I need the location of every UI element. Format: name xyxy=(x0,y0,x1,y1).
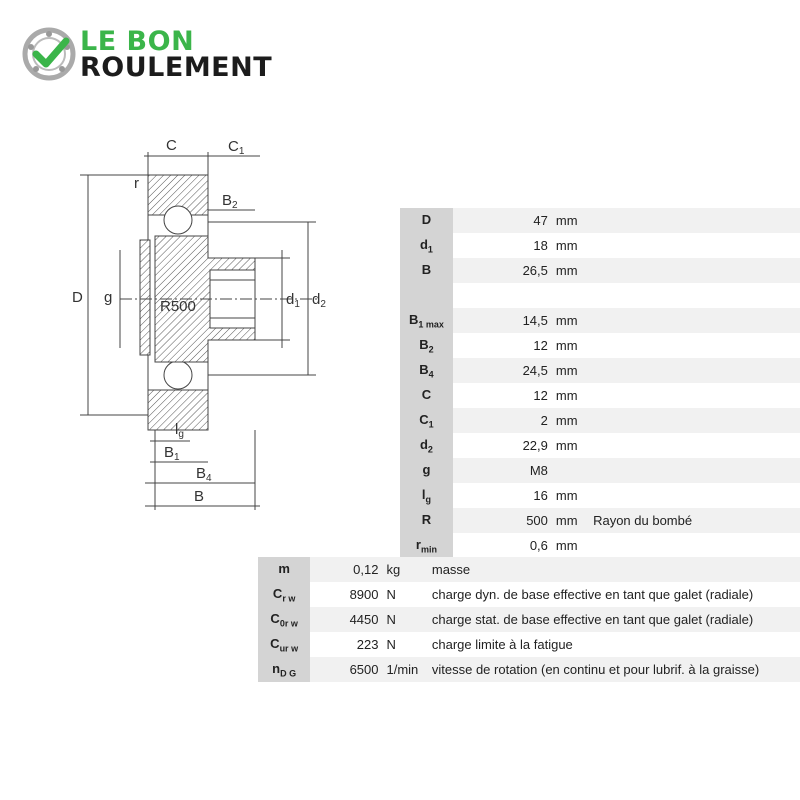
row-key xyxy=(400,283,453,308)
table-row xyxy=(400,208,800,233)
row-description: Rayon du bombé xyxy=(589,508,800,533)
row-description xyxy=(589,358,800,383)
row-key xyxy=(400,508,453,533)
dim-label-B: B xyxy=(194,488,205,505)
dim-label-D: D xyxy=(72,289,83,306)
row-unit: mm xyxy=(552,333,589,358)
row-value: 22,9 xyxy=(453,433,552,458)
row-key xyxy=(400,433,453,458)
row-unit: mm xyxy=(552,508,589,533)
row-unit: mm xyxy=(552,408,589,433)
row-description: charge limite à la fatigue xyxy=(428,632,800,657)
row-key xyxy=(400,533,453,558)
row-unit: N xyxy=(382,632,427,657)
row-description xyxy=(589,383,800,408)
dim-label-B2: $B_2$ xyxy=(222,192,238,211)
row-key-symbol: r xyxy=(415,536,421,552)
row-value: 500 xyxy=(453,508,552,533)
row-key xyxy=(400,333,453,358)
table-row xyxy=(400,533,800,558)
dim-label-g: g xyxy=(104,289,113,306)
row-description: charge stat. de base effective en tant que galet (radiale) xyxy=(428,607,800,632)
row-value: 6500 xyxy=(310,657,382,682)
row-key xyxy=(400,483,453,508)
row-unit: mm xyxy=(552,358,589,383)
row-key-subscript: 2 xyxy=(428,344,434,355)
row-key-subscript: 2 xyxy=(427,444,433,455)
row-key-symbol: B xyxy=(419,336,429,352)
row-key-symbol: d xyxy=(419,236,428,252)
dim-label-lg: $l_g$ xyxy=(175,421,184,440)
row-key-subscript: 0r w xyxy=(279,618,298,629)
table-row xyxy=(258,657,800,682)
row-description xyxy=(589,233,800,258)
row-unit xyxy=(552,283,589,308)
logo-line1: LE BON xyxy=(80,26,195,57)
row-unit: kg xyxy=(382,557,427,582)
row-description xyxy=(589,533,800,558)
properties-table xyxy=(258,557,800,682)
row-key-symbol: m xyxy=(278,560,290,576)
row-value: 0,12 xyxy=(310,557,382,582)
row-unit: mm xyxy=(552,208,589,233)
row-unit: mm xyxy=(552,533,589,558)
row-key-symbol: B xyxy=(409,311,419,327)
row-description: charge dyn. de base effective en tant que galet (radiale) xyxy=(428,582,800,607)
row-value: 18 xyxy=(453,233,552,258)
row-unit: N xyxy=(382,607,427,632)
row-key-subscript: r w xyxy=(282,593,296,604)
row-description xyxy=(589,333,800,358)
row-key xyxy=(258,632,310,657)
table-row xyxy=(400,458,800,483)
row-key xyxy=(400,208,453,233)
table-row xyxy=(400,308,800,333)
table-row xyxy=(400,433,800,458)
table-row xyxy=(400,408,800,433)
row-description xyxy=(589,308,800,333)
table-row xyxy=(400,258,800,283)
row-description xyxy=(589,408,800,433)
row-unit: mm xyxy=(552,233,589,258)
row-key xyxy=(258,582,310,607)
row-key-subscript: g xyxy=(425,494,432,505)
table-row xyxy=(400,283,800,308)
row-value xyxy=(453,283,552,308)
row-description xyxy=(589,283,800,308)
row-key-subscript: 1 max xyxy=(418,319,444,330)
dimensions-table xyxy=(400,208,800,558)
row-key-subscript: 1 xyxy=(427,244,433,255)
row-key-subscript: D G xyxy=(280,668,297,679)
row-key xyxy=(400,308,453,333)
row-unit: mm xyxy=(552,258,589,283)
row-description xyxy=(589,208,800,233)
table-row xyxy=(400,333,800,358)
row-description xyxy=(589,433,800,458)
row-key xyxy=(400,383,453,408)
row-value: 24,5 xyxy=(453,358,552,383)
dim-label-r: r xyxy=(134,175,139,192)
row-unit: mm xyxy=(552,433,589,458)
row-key-symbol: l xyxy=(421,486,426,502)
row-value: 16 xyxy=(453,483,552,508)
row-key xyxy=(258,607,310,632)
row-key xyxy=(400,458,453,483)
row-value: M8 xyxy=(453,458,552,483)
row-unit: N xyxy=(382,582,427,607)
row-key-symbol: C xyxy=(272,585,283,601)
row-key-symbol: B xyxy=(421,261,432,277)
row-description xyxy=(589,483,800,508)
row-value: 12 xyxy=(453,383,552,408)
row-key-symbol: g xyxy=(422,461,431,477)
row-value: 223 xyxy=(310,632,382,657)
row-key-subscript: min xyxy=(420,544,437,555)
row-key-symbol: D xyxy=(421,211,432,227)
row-value: 26,5 xyxy=(453,258,552,283)
logo-line2: ROULEMENT xyxy=(80,52,273,83)
row-key-subscript: 4 xyxy=(428,369,434,380)
row-key xyxy=(400,233,453,258)
row-description: masse xyxy=(428,557,800,582)
table-row xyxy=(400,483,800,508)
row-key-symbol: C xyxy=(419,411,429,427)
row-key-symbol: R xyxy=(421,511,432,527)
row-value: 14,5 xyxy=(453,308,552,333)
row-unit: mm xyxy=(552,483,589,508)
logo xyxy=(22,24,302,84)
dim-label-R500: R500 xyxy=(160,298,196,315)
dim-label-B4: $B_4$ xyxy=(196,465,212,484)
row-key xyxy=(400,408,453,433)
table-row xyxy=(400,383,800,408)
table-row xyxy=(400,358,800,383)
bearing-check-icon xyxy=(22,27,76,81)
row-key-symbol: C xyxy=(270,610,280,626)
row-value: 4450 xyxy=(310,607,382,632)
dim-label-B1: $B_1$ xyxy=(164,444,180,463)
row-unit: mm xyxy=(552,383,589,408)
row-key-symbol: B xyxy=(419,361,429,377)
row-key-subscript: 1 xyxy=(428,419,434,430)
row-key-subscript: ur w xyxy=(279,643,299,654)
table-row xyxy=(400,233,800,258)
row-key xyxy=(400,358,453,383)
row-unit: 1/min xyxy=(382,657,427,682)
dim-label-C: C xyxy=(166,137,177,154)
row-value: 47 xyxy=(453,208,552,233)
row-value: 8900 xyxy=(310,582,382,607)
row-description xyxy=(589,458,800,483)
dim-label-C1: $C_1$ xyxy=(228,138,245,157)
table-row xyxy=(258,607,800,632)
table-row xyxy=(258,582,800,607)
row-key xyxy=(258,557,310,582)
row-key xyxy=(258,657,310,682)
row-key-symbol: C xyxy=(270,635,280,651)
row-key-symbol: C xyxy=(421,386,432,402)
row-description xyxy=(589,258,800,283)
row-value: 12 xyxy=(453,333,552,358)
row-key-symbol: d xyxy=(419,436,428,452)
row-description: vitesse de rotation (en continu et pour lubrif. à la graisse) xyxy=(428,657,800,682)
row-value: 2 xyxy=(453,408,552,433)
table-row xyxy=(258,632,800,657)
dim-label-d2: $d_2$ xyxy=(312,291,326,310)
table-row xyxy=(258,557,800,582)
row-unit xyxy=(552,458,589,483)
row-unit: mm xyxy=(552,308,589,333)
row-key-symbol: n xyxy=(272,660,281,676)
row-value: 0,6 xyxy=(453,533,552,558)
bearing-drawing xyxy=(60,130,360,520)
row-key xyxy=(400,258,453,283)
table-row xyxy=(400,508,800,533)
dim-label-d1: $d_1$ xyxy=(286,291,300,310)
